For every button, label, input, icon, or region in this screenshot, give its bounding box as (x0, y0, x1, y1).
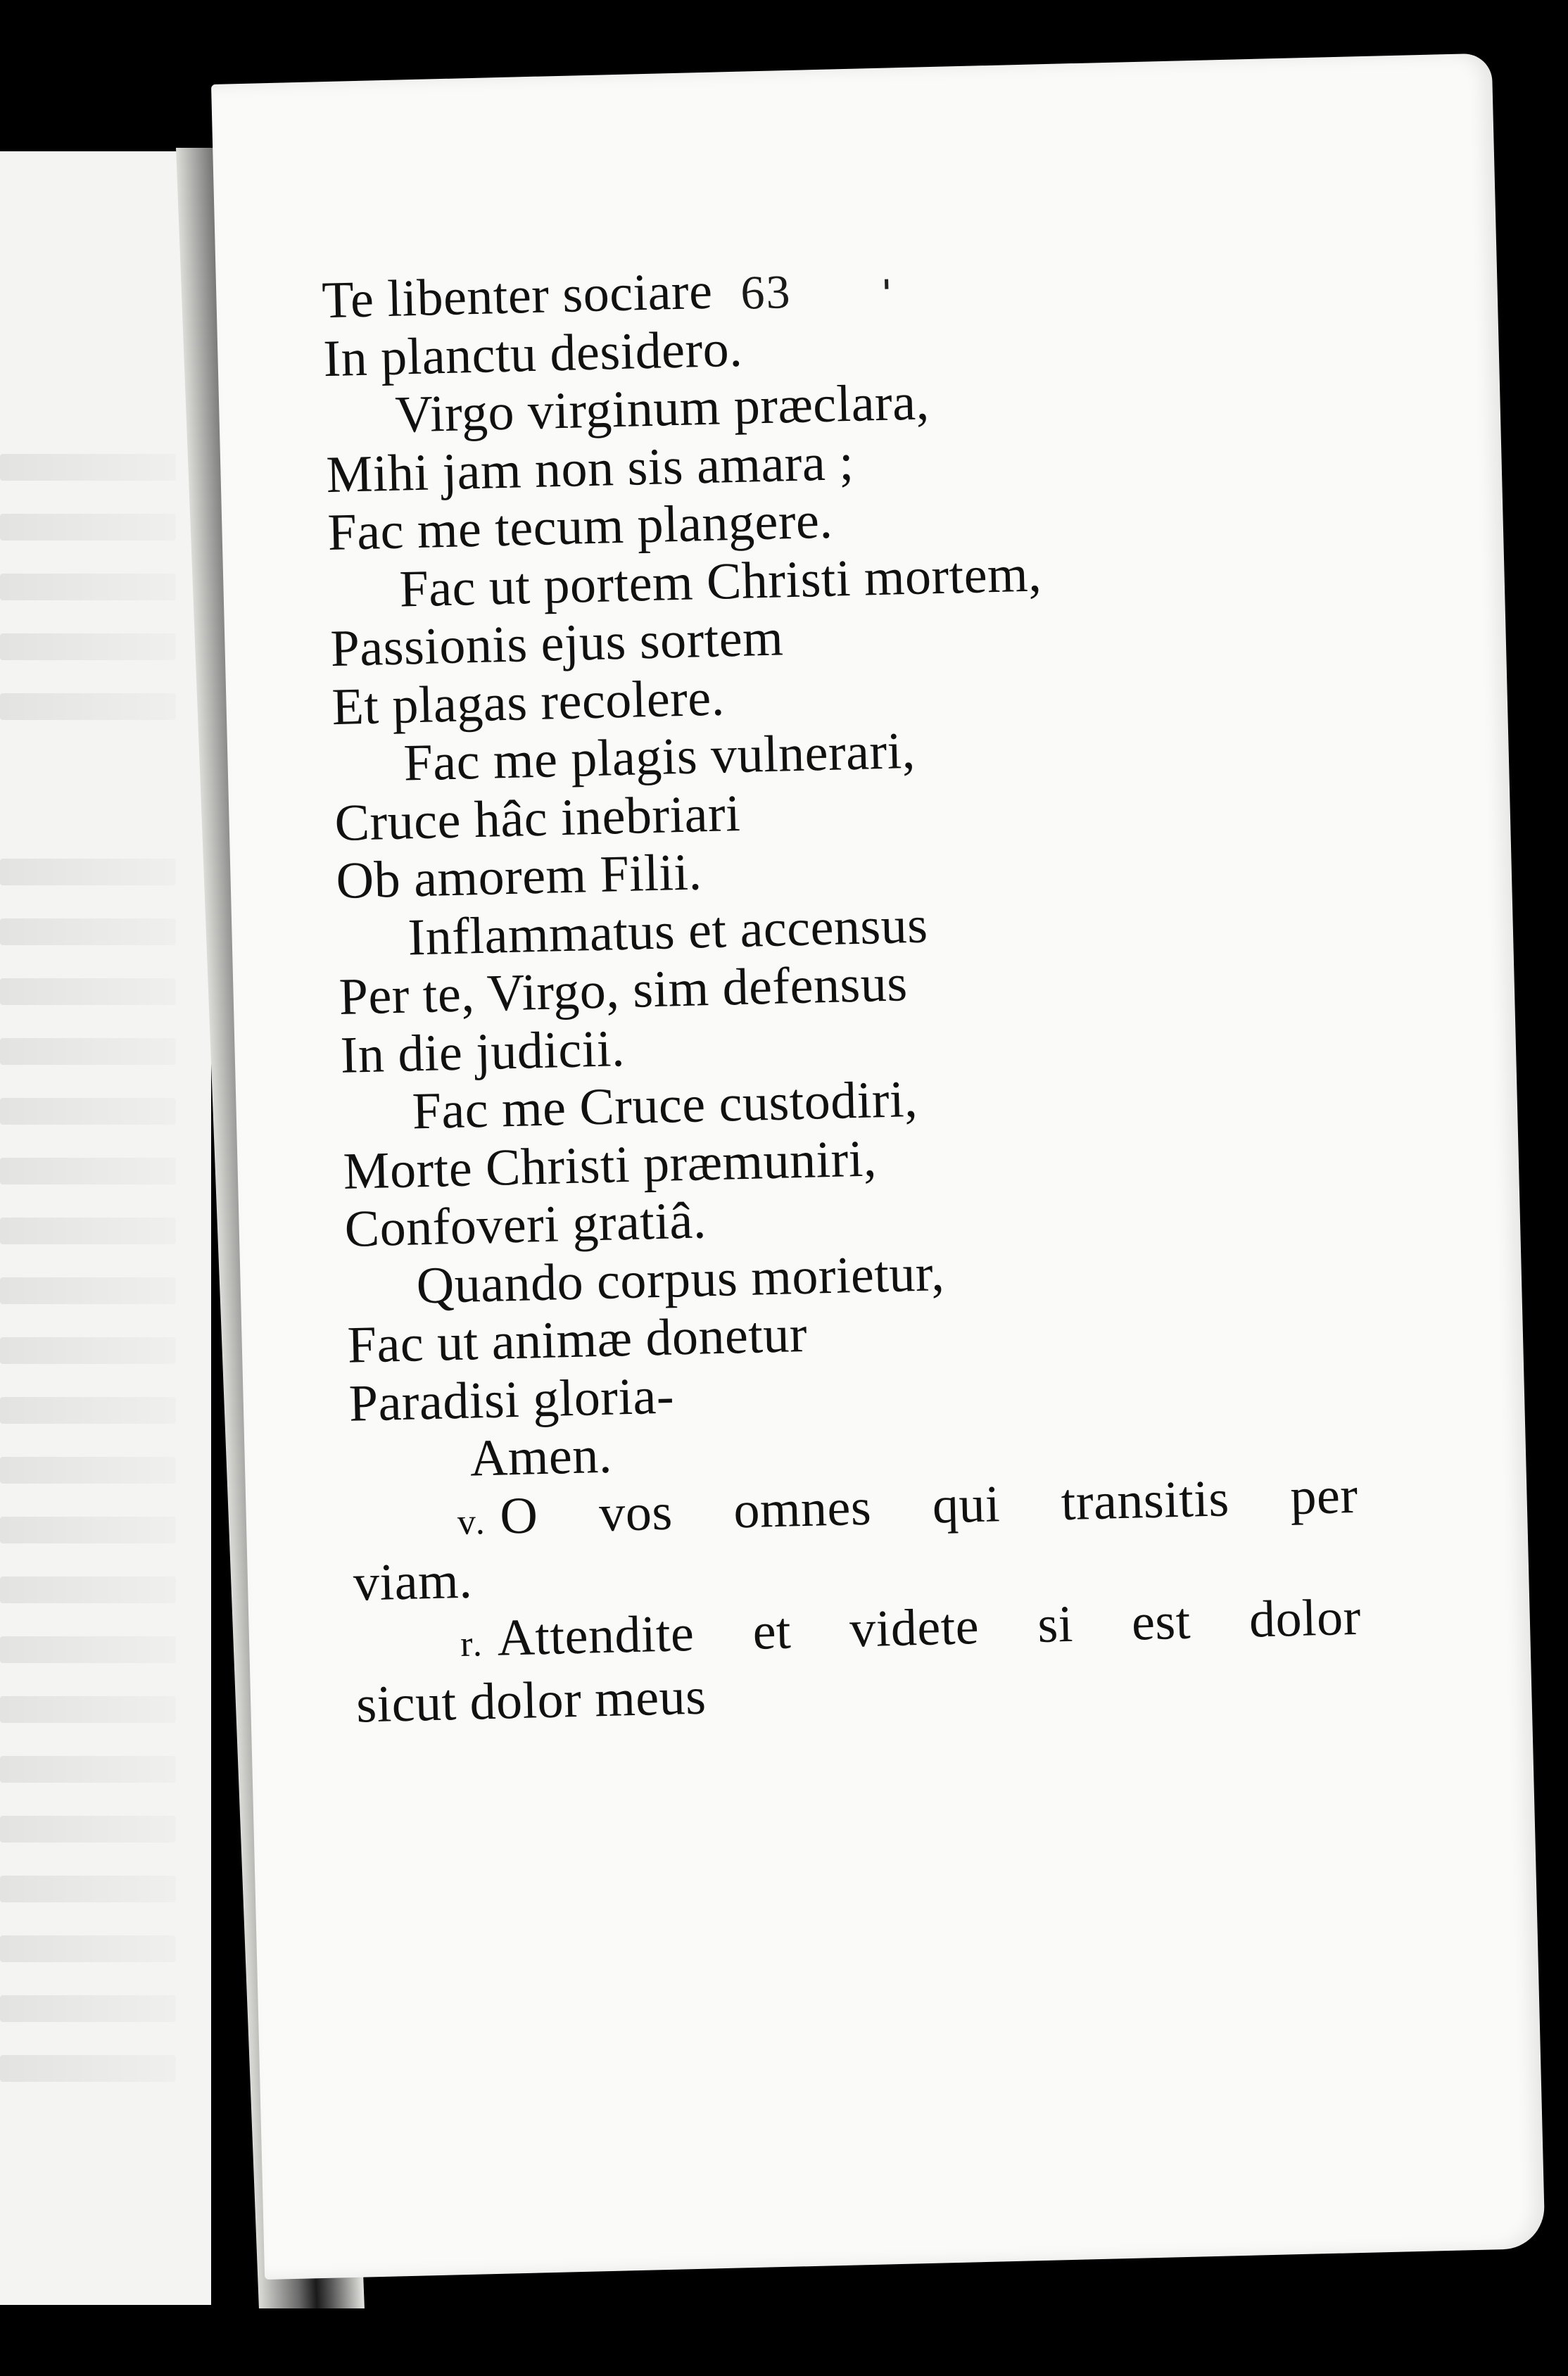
show-through-line (0, 1876, 176, 1902)
book-page (211, 53, 1545, 2280)
show-through-line (0, 1995, 176, 2022)
page-number: 63 (740, 264, 792, 320)
versicle-marker: v. (457, 1501, 488, 1543)
hymn-line: Paradisi gloria- (348, 1366, 675, 1433)
show-through-line (0, 1038, 176, 1065)
show-through-line (0, 918, 176, 945)
show-through-line (0, 693, 176, 720)
versicle-word: qui (931, 1474, 1001, 1535)
hymn-line: Per te, Virgo, sim defensus (338, 954, 909, 1026)
response-word: dolor (1248, 1588, 1362, 1649)
hymn-line: Fac ut animæ donetur (346, 1305, 808, 1375)
response-continuation: sicut dolor meus (355, 1667, 707, 1734)
show-through-line (0, 1337, 176, 1364)
show-through-line (0, 574, 176, 600)
versicle-lead (457, 1486, 539, 1552)
hymn-line: Virgo virginum præclara, (394, 373, 930, 444)
hymn-text (322, 246, 1412, 1735)
hymn-line: Fac me tecum plangere. (327, 491, 834, 562)
response-word: et (752, 1602, 792, 1661)
versicle-word: per (1289, 1466, 1359, 1526)
response-word: est (1130, 1592, 1191, 1652)
show-through-line (0, 1636, 176, 1663)
show-through-line (0, 978, 176, 1005)
hymn-line: In planctu desidero. (322, 320, 744, 388)
show-through-line (0, 1098, 176, 1125)
versicle-word: O (499, 1486, 539, 1546)
response-word: si (1037, 1595, 1074, 1654)
versicle-word: vos (598, 1483, 674, 1543)
response-marker: r. (460, 1623, 485, 1664)
hymn-line: Passionis ejus sortem (329, 609, 785, 678)
show-through-line (0, 1397, 176, 1424)
show-through-line (0, 1756, 176, 1783)
show-through-line (0, 1277, 176, 1304)
hymn-line: Cruce hâc inebriari (334, 784, 742, 852)
show-through-line (0, 1576, 176, 1603)
versicle-word: omnes (733, 1478, 873, 1539)
response-word: Attendite (496, 1604, 695, 1667)
show-through-line (0, 1517, 176, 1543)
show-through-line (0, 2055, 176, 2082)
show-through-line (0, 1935, 176, 1962)
hymn-line: Inflammatus et accensus (407, 895, 929, 967)
hymn-line: Fac me plagis vulnerari, (403, 721, 916, 792)
hymn-line: Ob amorem Filii. (335, 843, 703, 910)
hymn-line: Te libenter sociare (321, 262, 714, 330)
show-through-line (0, 859, 176, 885)
hymn-line: Et plagas recolere. (331, 668, 726, 736)
show-through-line (0, 1457, 176, 1484)
response-lead (460, 1604, 695, 1674)
show-through-line (0, 514, 176, 541)
hymn-line: Quando corpus morietur, (415, 1244, 945, 1315)
show-through-line (0, 454, 176, 481)
show-through-line (0, 1816, 176, 1843)
hymn-line: Confoveri gratiâ. (343, 1192, 707, 1258)
response-word: videte (849, 1597, 980, 1658)
show-through-line (0, 633, 176, 660)
show-through-line (0, 1218, 176, 1244)
versicle-continuation: viam. (353, 1551, 474, 1612)
hymn-line: Fac ut portem Christi mortem, (398, 544, 1042, 619)
hymn-line: Mihi jam non sis amara ; (325, 433, 855, 504)
facing-page (0, 151, 211, 2305)
versicle-word: transitis (1060, 1469, 1230, 1531)
hymn-line: Fac me Cruce custodiri, (411, 1070, 918, 1141)
hymn-line: Morte Christi præmuniri, (342, 1129, 878, 1201)
show-through-line (0, 1696, 176, 1723)
hymn-line: In die judicii. (339, 1019, 626, 1085)
hymn-amen: Amen. (469, 1426, 613, 1488)
show-through-line (0, 1158, 176, 1184)
